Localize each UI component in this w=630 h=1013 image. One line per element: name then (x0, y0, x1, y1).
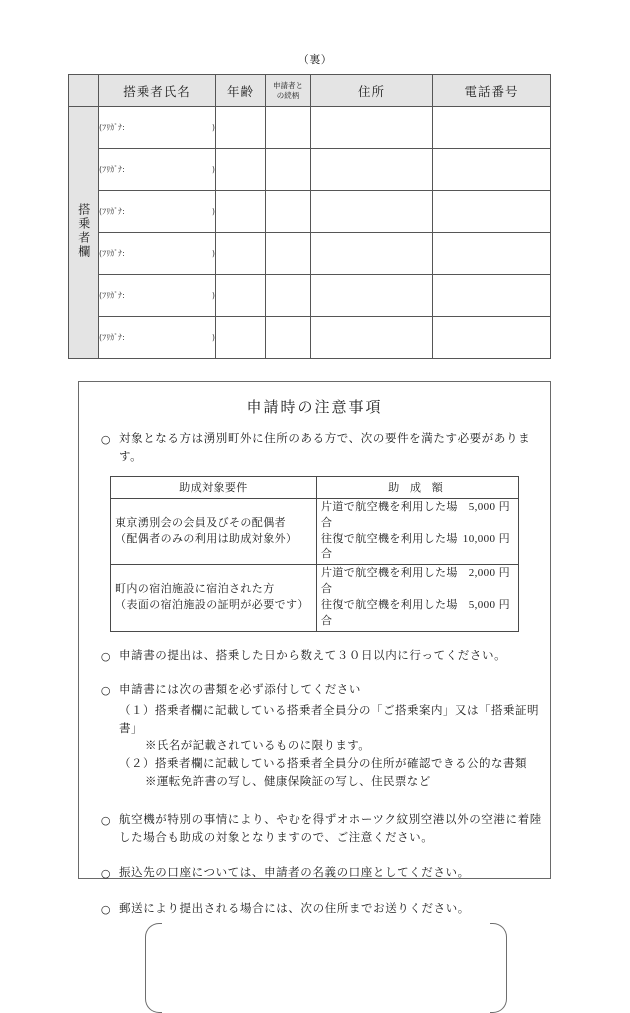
passenger-name-input-3[interactable] (99, 191, 216, 233)
furigana-close-2: ) (211, 165, 215, 174)
furigana-close-6: ) (211, 333, 215, 342)
vertical-label-text: 搭乗者欄 (76, 202, 91, 259)
right-brace-icon (490, 923, 507, 1013)
circle-bullet-icon: ○ (100, 683, 112, 697)
notice-item-mailing-text: 郵送により提出される場合には、次の住所までお送りください。 (119, 903, 470, 916)
notice-title: 申請時の注意事項 (246, 400, 383, 416)
passenger-phone-input-1[interactable] (433, 107, 551, 149)
subsidy-amount-2-roundtrip-value: 5,000 円 (468, 599, 510, 612)
header-phone: 電話番号 (433, 75, 551, 107)
passenger-relation-input-4[interactable] (266, 233, 311, 275)
subsidy-amount-2-oneway (321, 566, 514, 598)
furigana-close-3: ) (211, 207, 215, 216)
passenger-address-input-2[interactable] (311, 149, 433, 191)
header-address: 住所 (311, 75, 433, 107)
passenger-phone-input-3[interactable] (433, 191, 551, 233)
subsidy-condition-1-line1: 東京湧別会の会員及びその配偶者 (115, 516, 286, 529)
passenger-phone-input-2[interactable] (433, 149, 551, 191)
passenger-age-input-2[interactable] (216, 149, 266, 191)
notice-item-attachments (93, 682, 550, 700)
subsidy-amount-1-oneway (321, 500, 514, 532)
subsidy-amount-2-oneway-value: 2,000 円 (468, 567, 510, 580)
passenger-phone-input-4[interactable] (433, 233, 551, 275)
notice-item-bank-account-text: 振込先の口座については、申請者の名義の口座としてください。 (119, 867, 470, 880)
notice-item-bank-account (93, 865, 550, 883)
passenger-relation-input-3[interactable] (266, 191, 311, 233)
furigana-close-1: ) (211, 123, 215, 132)
subsidy-amount-2-roundtrip-label: 往復で航空機を利用した場合 (321, 599, 458, 628)
subsidy-amount-2-oneway-label: 片道で航空機を利用した場合 (321, 567, 458, 596)
passenger-name-input-4[interactable] (99, 233, 216, 275)
subsidy-header-condition: 助成対象要件 (111, 476, 317, 498)
subsidy-table (110, 476, 519, 633)
header-relation-line1: 申請者と (273, 81, 303, 91)
mailing-address-area (115, 923, 519, 1011)
attachment-item-1: （１）搭乗者欄に記載している搭乗者全員分の「ご搭乗案内」又は「搭乗証明書」 (119, 704, 539, 735)
subsidy-condition-2-line2: （表面の宿泊施設の証明が必要です） (115, 599, 309, 612)
table-row (69, 275, 551, 317)
subsidy-header-amount: 助 成 額 (317, 476, 519, 498)
passenger-name-input-6[interactable] (99, 317, 216, 359)
passenger-age-input-3[interactable] (216, 191, 266, 233)
subsidy-condition-1 (111, 498, 317, 565)
header-passenger-name: 搭乗者氏名 (99, 75, 216, 107)
attachment-item-2-note: ※運転免許書の写し、健康保険証の写し、住民票など (145, 776, 431, 788)
circle-bullet-icon: ○ (100, 433, 112, 446)
furigana-open-2: (ﾌﾘｶﾞﾅ: (99, 165, 125, 174)
subsidy-header-row (111, 476, 519, 498)
passenger-age-input-5[interactable] (216, 275, 266, 317)
subsidy-amount-1-roundtrip-value: 10,000 円 (462, 532, 510, 545)
passenger-address-input-6[interactable] (311, 317, 433, 359)
notice-item-eligibility (93, 431, 550, 467)
attachment-item-1-note: ※氏名が記載されているものに限ります。 (145, 740, 371, 753)
table-row (69, 107, 551, 149)
notice-item-mailing (93, 901, 550, 919)
subsidy-amount-2 (317, 565, 519, 632)
table-row (69, 149, 551, 191)
passenger-phone-input-6[interactable] (433, 317, 551, 359)
passenger-relation-input-1[interactable] (266, 107, 311, 149)
notice-item-deadline-text: 申請書の提出は、搭乗した日から数えて３０日以内に行ってください。 (119, 650, 507, 663)
subsidy-condition-1-line2: （配偶者のみの利用は助成対象外） (115, 532, 298, 545)
subsidy-amount-1-roundtrip (321, 532, 514, 564)
passenger-address-input-1[interactable] (311, 107, 433, 149)
furigana-open-5: (ﾌﾘｶﾞﾅ: (99, 291, 125, 300)
furigana-open-1: (ﾌﾘｶﾞﾅ: (99, 123, 125, 132)
attachment-sub-list (119, 703, 550, 792)
passenger-table-header-row (69, 75, 551, 107)
subsidy-amount-2-roundtrip (321, 598, 514, 630)
header-age: 年齢 (216, 75, 266, 107)
subsidy-condition-2-line1: 町内の宿泊施設に宿泊された方 (115, 583, 275, 596)
passenger-name-input-1[interactable] (99, 107, 216, 149)
header-relation-line2: の続柄 (276, 90, 300, 100)
table-row (69, 191, 551, 233)
passenger-address-input-4[interactable] (311, 233, 433, 275)
furigana-close-4: ) (211, 249, 215, 258)
notice-item-alternate-airport (93, 812, 550, 848)
application-notice-box (78, 381, 551, 917)
passenger-age-input-4[interactable] (216, 233, 266, 275)
corner-cell (69, 75, 99, 107)
subsidy-amount-1 (317, 498, 519, 565)
table-row (69, 317, 551, 359)
furigana-open-6: (ﾌﾘｶﾞﾅ: (99, 333, 125, 342)
table-row (69, 233, 551, 275)
furigana-close-5: ) (211, 291, 215, 300)
subsidy-amount-1-oneway-value: 5,000 円 (468, 500, 510, 513)
passenger-address-input-3[interactable] (311, 191, 433, 233)
notice-item-deadline (93, 648, 550, 666)
circle-bullet-icon: ○ (100, 650, 112, 664)
passenger-name-input-5[interactable] (99, 275, 216, 317)
passenger-age-input-6[interactable] (216, 317, 266, 359)
subsidy-condition-2 (111, 565, 317, 632)
page-side-marker: （裏） (297, 54, 333, 66)
circle-bullet-icon: ○ (100, 903, 112, 917)
furigana-open-4: (ﾌﾘｶﾞﾅ: (99, 249, 125, 258)
passenger-table-container (68, 74, 550, 359)
attachment-item-2: （２）搭乗者欄に記載している搭乗者全員分の住所が確認できる公的な書類 (119, 758, 527, 771)
passenger-age-input-1[interactable] (216, 107, 266, 149)
notice-item-eligibility-text: 対象となる方は湧別町外に住所のある方で、次の要件を満たす必要があります。 (119, 433, 531, 463)
notice-item-attachments-text: 申請書には次の書類を必ず添付してください (119, 683, 361, 696)
passenger-relation-input-6[interactable] (266, 317, 311, 359)
passenger-table (68, 74, 551, 359)
passenger-name-input-2[interactable] (99, 149, 216, 191)
passenger-relation-input-5[interactable] (266, 275, 311, 317)
table-row (111, 565, 519, 632)
subsidy-table-container (110, 476, 550, 633)
circle-bullet-icon: ○ (100, 813, 112, 827)
left-brace-icon (145, 923, 162, 1013)
table-row (111, 498, 519, 565)
circle-bullet-icon: ○ (100, 867, 112, 881)
subsidy-amount-1-oneway-label: 片道で航空機を利用した場合 (321, 500, 458, 529)
header-relation (266, 75, 311, 107)
subsidy-amount-1-roundtrip-label: 往復で航空機を利用した場合 (321, 532, 458, 561)
passenger-section-vertical-label (69, 107, 99, 359)
notice-item-alternate-airport-text: 航空機が特別の事情により、やむを得ずオホーツク紋別空港以外の空港に着陸した場合も助成の対象となりますので、ご注意ください。 (119, 813, 542, 844)
furigana-open-3: (ﾌﾘｶﾞﾅ: (99, 207, 125, 216)
passenger-phone-input-5[interactable] (433, 275, 551, 317)
passenger-address-input-5[interactable] (311, 275, 433, 317)
passenger-relation-input-2[interactable] (266, 149, 311, 191)
